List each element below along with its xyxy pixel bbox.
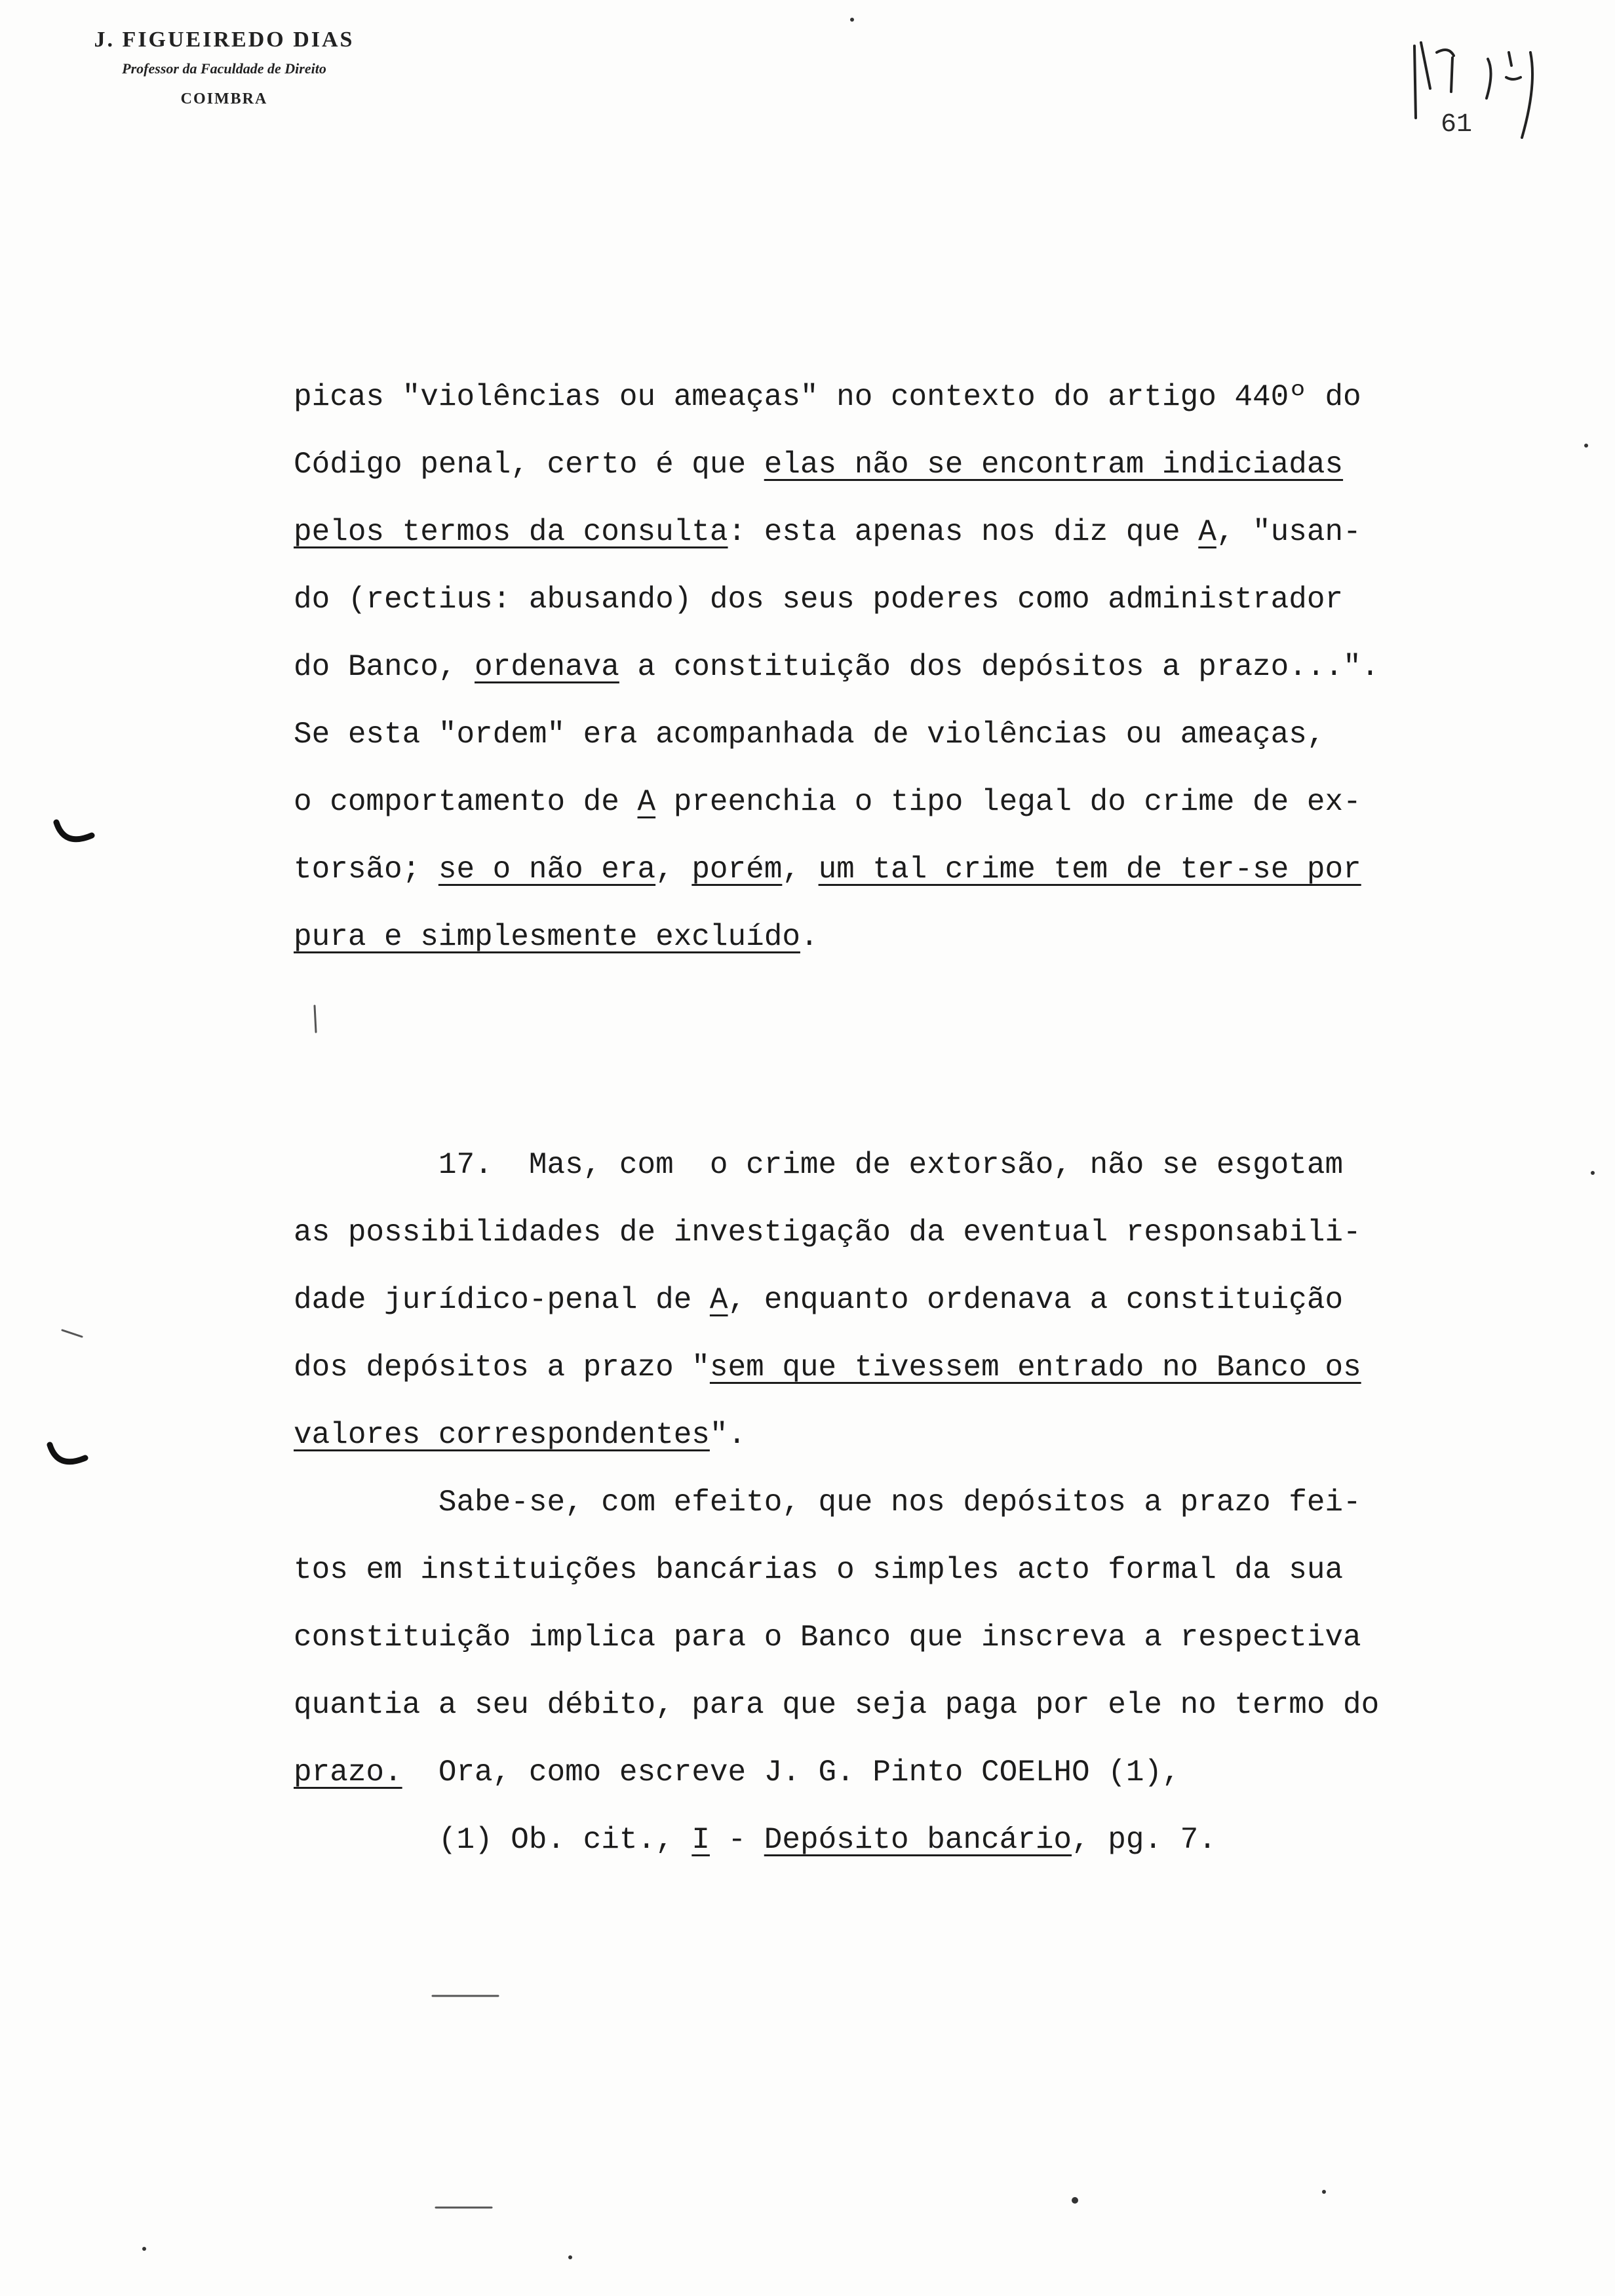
footnote: (1) Ob. cit., I - Depósito bancário, pg. 7. bbox=[294, 1823, 1216, 1857]
paragraph-3-line-4: quantia a seu débito, para que seja paga por ele no termo do bbox=[294, 1688, 1380, 1722]
paragraph-1-line-7: o comportamento de A preenchia o tipo legal do crime de ex- bbox=[294, 785, 1361, 819]
paragraph-3-line-3: constituição implica para o Banco que inscreva a respectiva bbox=[294, 1620, 1361, 1655]
underlined-text: se o não era bbox=[438, 852, 656, 887]
underlined-text: pura e simplesmente excluído bbox=[294, 920, 800, 954]
paragraph-1-line-4: do (rectius: abusando) dos seus poderes como administrador bbox=[294, 583, 1344, 617]
paragraph-2-line-3: dade jurídico-penal de A, enquanto ordenava a constituição bbox=[294, 1283, 1344, 1317]
underlined-text: A bbox=[1198, 515, 1216, 549]
underlined-text: A bbox=[709, 1283, 728, 1317]
paragraph-1-line-5: do Banco, ordenava a constituição dos depósitos a prazo...". bbox=[294, 650, 1380, 684]
paragraph-3-line-1: Sabe-se, com efeito, que nos depósitos a prazo fei- bbox=[294, 1485, 1361, 1520]
underlined-text: Depósito bancário bbox=[764, 1823, 1072, 1857]
paragraph-1-line-8: torsão; se o não era, porém, um tal crime tem de ter-se por bbox=[294, 852, 1361, 887]
paragraph-1-line-9: pura e simplesmente excluído. bbox=[294, 920, 819, 954]
letterhead-name: J. FIGUEIREDO DIAS bbox=[94, 28, 355, 52]
underlined-text: porém bbox=[691, 852, 783, 887]
paragraph-1-line-2: Código penal, certo é que elas não se encontram indiciadas bbox=[294, 448, 1344, 482]
underlined-text: A bbox=[637, 785, 656, 819]
letterhead-city: COIMBRA bbox=[180, 90, 268, 107]
paragraph-3-line-2: tos em instituições bancárias o simples acto formal da sua bbox=[294, 1553, 1344, 1587]
paragraph-1-line-6: Se esta "ordem" era acompanhada de violências ou ameaças, bbox=[294, 718, 1325, 752]
paragraph-2-line-5: valores correspondentes". bbox=[294, 1418, 747, 1452]
paragraph-1-line-3: pelos termos da consulta: esta apenas nos diz que A, "usan- bbox=[294, 515, 1361, 549]
underlined-text: pelos termos da consulta bbox=[294, 515, 728, 549]
underlined-text: sem que tivessem entrado no Banco os bbox=[709, 1350, 1361, 1385]
underlined-text: ordenava bbox=[475, 650, 619, 684]
paragraph-2-line-2: as possibilidades de investigação da eventual responsabili- bbox=[294, 1215, 1361, 1250]
underlined-text: I bbox=[691, 1823, 710, 1857]
paragraph-1-line-1: picas "violências ou ameaças" no contexto do artigo 440º do bbox=[294, 380, 1361, 414]
page-number: 61 bbox=[1441, 110, 1473, 140]
underlined-text: elas não se encontram indiciadas bbox=[764, 448, 1344, 482]
paragraph-2-line-4: dos depósitos a prazo "sem que tivessem entrado no Banco os bbox=[294, 1350, 1361, 1385]
paragraph-2-line-1: 17. Mas, com o crime de extorsão, não se esgotam bbox=[294, 1148, 1344, 1182]
underlined-text: um tal crime tem de ter-se por bbox=[818, 852, 1361, 887]
paragraph-3-line-5: prazo. Ora, como escreve J. G. Pinto COELHO (1), bbox=[294, 1755, 1180, 1789]
letterhead-title: Professor da Faculdade de Direito bbox=[122, 60, 326, 77]
underlined-text: valores correspondentes bbox=[294, 1418, 710, 1452]
underlined-text: prazo. bbox=[294, 1755, 402, 1789]
